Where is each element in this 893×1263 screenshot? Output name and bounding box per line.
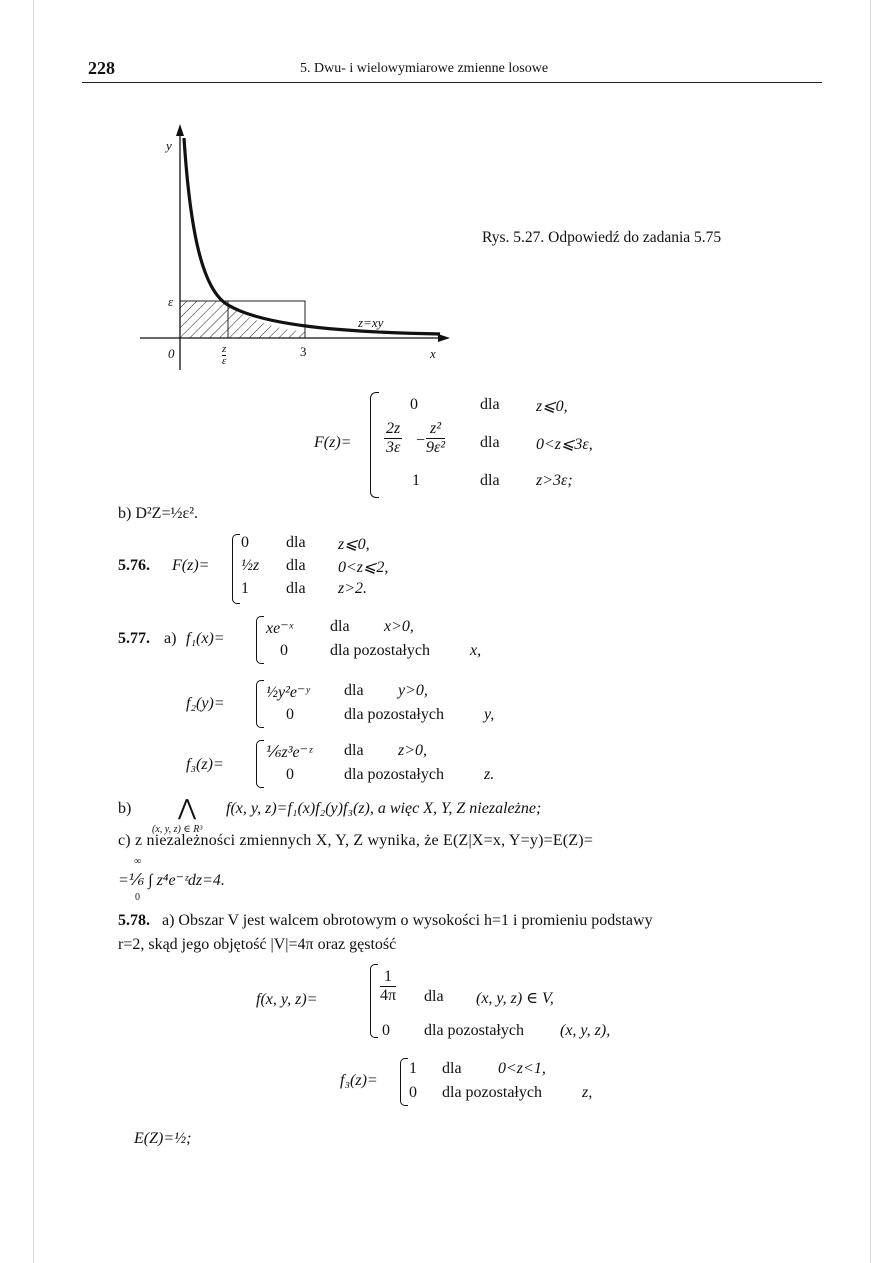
f2-row1-cond: y>0, (398, 682, 428, 699)
f3z-row2-cond: z, (582, 1084, 593, 1101)
f3-row1-cond: z>0, (398, 742, 428, 759)
eq-576-row2-dla: dla (286, 557, 306, 574)
f3-row2-dla: dla pozostałych (344, 766, 444, 783)
f3z-row2-value: 0 (409, 1084, 417, 1101)
eq-577-label: 5.77. (118, 630, 150, 647)
header-rule (82, 82, 822, 83)
f1-row2-dla: dla pozostałych (330, 642, 430, 659)
hatched-rectangle (180, 301, 228, 338)
f-xyz-row1-dla: dla (424, 988, 444, 1005)
f3-lhs: f₃(z)= (186, 756, 224, 773)
eq-575-row3-value: 1 (412, 472, 420, 489)
x-axis-label: x (430, 346, 436, 361)
running-title: 5. Dwu- i wielowymiarowe zmienne losowe (300, 61, 549, 76)
f2-row1-dla: dla (344, 682, 364, 699)
eq-577-part-c: c) z niezależności zmiennych X, Y, Z wynika, że E(Z|X=x, Y=y)=E(Z)= (118, 832, 594, 849)
origin-label: 0 (168, 346, 175, 361)
f3-row1-value: ⅙z³e⁻ᶻ (266, 744, 312, 761)
f3-row2-value: 0 (286, 766, 294, 783)
f1-row1-value: xe⁻ˣ (266, 620, 294, 637)
z-over-eps-label: z ε (222, 343, 227, 367)
f-xyz-lhs: f(x, y, z)= (256, 991, 318, 1008)
eq-576-row2-value: ½z (241, 557, 260, 574)
y-axis-arrow (176, 124, 184, 136)
f3z-row2-dla: dla pozostałych (442, 1084, 542, 1101)
scan-edge-left (33, 0, 34, 1263)
f-xyz-row1-frac: $\frac{1}{4\pi}$ (380, 968, 397, 1004)
f1-brace (256, 616, 264, 664)
curve-label: z=xy (358, 315, 384, 330)
f3z-brace (400, 1058, 408, 1106)
f3z-lhs: f₃(z)= (340, 1072, 378, 1089)
eq-576-brace (232, 534, 240, 604)
eq-575-row1-cond: z⩽0, (536, 398, 568, 415)
eq-578-line1: a) Obszar V jest walcem obrotowym o wysokości h=1 i promieniu podstawy (162, 912, 653, 929)
f-xyz-row2-dla: dla pozostałych (424, 1022, 524, 1039)
f-xyz-row1-cond: (x, y, z) ∈ V, (476, 990, 554, 1007)
eq-575-part-b: b) D²Z=½ε². (118, 505, 198, 522)
integral-upper: ∞ (134, 856, 142, 867)
eq-576-label: 5.76. (118, 557, 150, 574)
eq-576-lhs: F(z)= (172, 557, 210, 574)
eq-577-part-a: a) (164, 630, 177, 647)
eq-575-row2-minus: − (416, 432, 426, 449)
eq-576-row3-cond: z>2. (338, 580, 368, 597)
f2-brace (256, 680, 264, 728)
eq-575-row1-value: 0 (410, 396, 418, 413)
eq-575-row2-dla: dla (480, 434, 500, 451)
f3-brace (256, 740, 264, 788)
f2-row2-dla: dla pozostałych (344, 706, 444, 723)
f1-row1-cond: x>0, (384, 618, 414, 635)
f2-row2-cond: y, (484, 706, 495, 723)
f-xyz-brace (370, 964, 378, 1038)
eq-575-row3-dla: dla (480, 472, 500, 489)
f3-row1-dla: dla (344, 742, 364, 759)
f1-row1-dla: dla (330, 618, 350, 635)
eq-577-part-b-sub: (x, y, z) ∈ R³ (152, 824, 203, 835)
f2-row1-value: ½y²e⁻ʸ (266, 684, 310, 701)
eq-578-label: 5.78. (118, 912, 150, 929)
eq-576-row2-cond: 0<z⩽2, (338, 559, 389, 576)
eq-575-brace (370, 392, 379, 498)
eq-576-row3-dla: dla (286, 580, 306, 597)
f2-lhs: f₂(y)= (186, 695, 225, 712)
figure-caption: Rys. 5.27. Odpowiedź do zadania 5.75 (482, 229, 722, 246)
eq-575-row1-dla: dla (480, 396, 500, 413)
f3-row2-cond: z. (484, 766, 495, 783)
f3z-row1-value: 1 (409, 1060, 417, 1077)
f1-row2-value: 0 (280, 642, 288, 659)
integral-lower: 0 (135, 892, 140, 903)
eq-575-row2-cond: 0<z⩽3ε, (536, 436, 593, 453)
eq-577-part-b-label: b) (118, 800, 132, 817)
wedge-icon: ⋀ (178, 795, 197, 820)
expectation-ez: E(Z)=½; (134, 1130, 192, 1147)
eq-575-row2-frac-a: $\frac{2z}{3\varepsilon}$ (385, 420, 401, 456)
figure-graph (140, 120, 460, 380)
tick-three-label: 3 (300, 344, 307, 359)
eq-575-row2-frac-b: $\frac{\text{z²}}{\text{9ε²}}$ (426, 420, 446, 456)
f1-lhs: f₁(x)= (186, 630, 225, 647)
y-axis-label: y (166, 138, 172, 153)
eq-576-row1-cond: z⩽0, (338, 536, 370, 553)
eq-577-part-b-text: f(x, y, z)=f₁(x)f₂(y)f₃(z), a więc X, Y, Z niezależne; (226, 800, 542, 817)
eq-575-lhs: F(z)= (314, 434, 352, 451)
eq-576-row1-dla: dla (286, 534, 306, 551)
f-xyz-row2-value: 0 (382, 1022, 390, 1039)
f1-row2-cond: x, (470, 642, 482, 659)
scan-edge-right (870, 0, 871, 1263)
eq-575-row3-cond: z>3ε; (536, 472, 573, 489)
eq-576-row1-value: 0 (241, 534, 249, 551)
eq-578-line2: r=2, skąd jego objętość |V|=4π oraz gęstość (118, 936, 397, 953)
f2-row2-value: 0 (286, 706, 294, 723)
f-xyz-row2-cond: (x, y, z), (560, 1022, 611, 1039)
integral-expression: =⅙ ∫ z⁴e⁻ᶻdz=4. (118, 872, 225, 889)
f3z-row1-dla: dla (442, 1060, 462, 1077)
eq-576-row3-value: 1 (241, 580, 249, 597)
epsilon-label: ε (168, 294, 174, 309)
f3z-row1-cond: 0<z<1, (498, 1060, 546, 1077)
page-number: 228 (88, 58, 115, 78)
